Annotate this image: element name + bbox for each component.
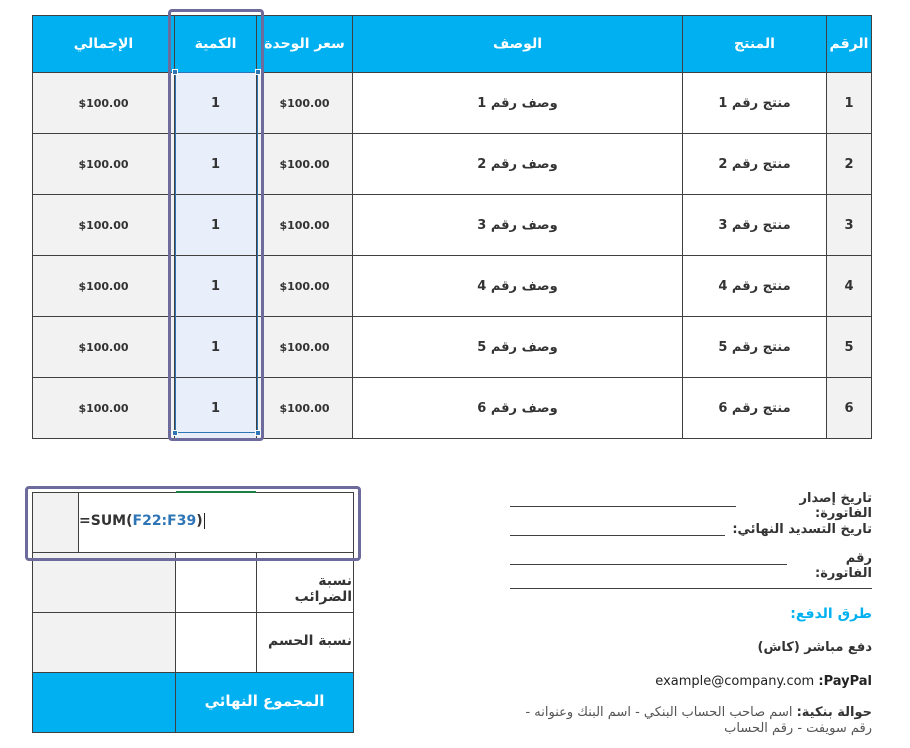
cell-description[interactable]: وصف رقم 2 bbox=[353, 134, 683, 195]
cell-product[interactable]: منتج رقم 3 bbox=[683, 195, 827, 256]
table-row bbox=[33, 317, 872, 378]
cell-product[interactable]: منتج رقم 6 bbox=[683, 378, 827, 439]
cell-description[interactable]: وصف رقم 6 bbox=[353, 378, 683, 439]
cell-unit-price[interactable]: $100.00 bbox=[257, 378, 353, 439]
table-row bbox=[33, 195, 872, 256]
header-unit-price[interactable]: سعر الوحدة bbox=[257, 16, 353, 73]
quantity-range-outline bbox=[175, 72, 258, 433]
cell-unit-price[interactable]: $100.00 bbox=[257, 134, 353, 195]
cell-number[interactable]: 1 bbox=[827, 73, 872, 134]
cell-product[interactable]: منتج رقم 5 bbox=[683, 317, 827, 378]
cell-unit-price[interactable]: $100.00 bbox=[257, 195, 353, 256]
tax-rate-label: نسبة الضرائب bbox=[294, 573, 352, 605]
cell-number[interactable]: 5 bbox=[827, 317, 872, 378]
bank-transfer-line1 bbox=[480, 705, 872, 720]
issue-date-label: تاريخ إصدار الفاتورة: bbox=[799, 491, 872, 521]
selection-handle-top-left[interactable] bbox=[172, 69, 178, 75]
selection-handle-bottom-right[interactable] bbox=[255, 430, 261, 436]
header-quantity[interactable]: الكمية bbox=[175, 16, 257, 73]
header-total[interactable]: الإجمالي bbox=[33, 16, 175, 73]
paypal-email: example@company.com bbox=[655, 674, 815, 689]
cell-total[interactable]: $100.00 bbox=[33, 256, 175, 317]
cell-description[interactable]: وصف رقم 4 bbox=[353, 256, 683, 317]
invoice-number-field[interactable] bbox=[510, 564, 787, 565]
header-number[interactable]: الرقم bbox=[827, 16, 872, 73]
cell-unit-price[interactable]: $100.00 bbox=[257, 256, 353, 317]
due-date-field[interactable] bbox=[510, 535, 725, 536]
extra-field-line[interactable] bbox=[510, 588, 872, 589]
cell-number[interactable]: 3 bbox=[827, 195, 872, 256]
cell-product[interactable]: منتج رقم 4 bbox=[683, 256, 827, 317]
table-row bbox=[33, 378, 872, 439]
selection-handle-top-right[interactable] bbox=[255, 69, 261, 75]
cell-total[interactable]: $100.00 bbox=[33, 317, 175, 378]
discount-row-gray-cell[interactable] bbox=[32, 612, 176, 673]
bank-transfer-details: اسم صاحب الحساب البنكي - اسم البنك وعنوانه - bbox=[525, 705, 793, 720]
cash-payment: دفع مباشر (كاش) bbox=[757, 640, 872, 655]
cell-total[interactable]: $100.00 bbox=[33, 378, 175, 439]
cell-description[interactable]: وصف رقم 3 bbox=[353, 195, 683, 256]
selection-handle-bottom-left[interactable] bbox=[172, 430, 178, 436]
cell-unit-price[interactable]: $100.00 bbox=[257, 73, 353, 134]
cell-quantity[interactable]: 1 bbox=[175, 317, 257, 378]
paypal-label: PayPal: bbox=[818, 674, 872, 689]
cell-number[interactable]: 4 bbox=[827, 256, 872, 317]
table-row bbox=[33, 134, 872, 195]
cell-total[interactable]: $100.00 bbox=[33, 73, 175, 134]
cell-quantity[interactable]: 1 bbox=[175, 134, 257, 195]
grand-total-value-cell[interactable] bbox=[32, 672, 176, 733]
cell-quantity[interactable]: 1 bbox=[175, 256, 257, 317]
cell-description[interactable]: وصف رقم 5 bbox=[353, 317, 683, 378]
tax-row-gray-cell[interactable] bbox=[32, 552, 176, 613]
cell-quantity[interactable]: 1 bbox=[175, 73, 257, 134]
cell-quantity[interactable]: 1 bbox=[175, 195, 257, 256]
payment-methods-title: طرق الدفع: bbox=[790, 606, 872, 622]
cell-product[interactable]: منتج رقم 2 bbox=[683, 134, 827, 195]
formula-row-selection[interactable] bbox=[25, 486, 361, 561]
bank-transfer-label: حوالة بنكية: bbox=[796, 705, 872, 720]
cell-total[interactable]: $100.00 bbox=[33, 134, 175, 195]
bank-transfer-line2: رقم سويفت - رقم الحساب bbox=[724, 721, 872, 736]
cell-total[interactable]: $100.00 bbox=[33, 195, 175, 256]
header-product[interactable]: المنتج bbox=[683, 16, 827, 73]
header-description[interactable]: الوصف bbox=[353, 16, 683, 73]
discount-rate-label: نسبة الحسم bbox=[268, 633, 352, 649]
table-row bbox=[33, 256, 872, 317]
formula-range: F22:F39 bbox=[132, 513, 197, 529]
paypal-line bbox=[560, 674, 872, 689]
issue-date-field[interactable] bbox=[510, 506, 736, 507]
cell-product[interactable]: منتج رقم 1 bbox=[683, 73, 827, 134]
table-row bbox=[33, 73, 872, 134]
cell-description[interactable]: وصف رقم 1 bbox=[353, 73, 683, 134]
discount-value-cell[interactable] bbox=[175, 612, 257, 673]
cell-unit-price[interactable]: $100.00 bbox=[257, 317, 353, 378]
cell-number[interactable]: 2 bbox=[827, 134, 872, 195]
grand-total-label: المجموع النهائي bbox=[204, 692, 325, 710]
formula-prefix: =SUM( bbox=[79, 513, 133, 529]
cell-number[interactable]: 6 bbox=[827, 378, 872, 439]
cell-quantity[interactable]: 1 bbox=[175, 378, 257, 439]
tax-value-cell[interactable] bbox=[175, 552, 257, 613]
formula-suffix: ) bbox=[196, 513, 203, 529]
invoice-number-label: رقم الفاتورة: bbox=[815, 551, 872, 581]
invoice-items-table bbox=[32, 15, 872, 439]
due-date-label: تاريخ التسديد النهائي: bbox=[732, 522, 872, 537]
table-header-row bbox=[33, 16, 872, 73]
